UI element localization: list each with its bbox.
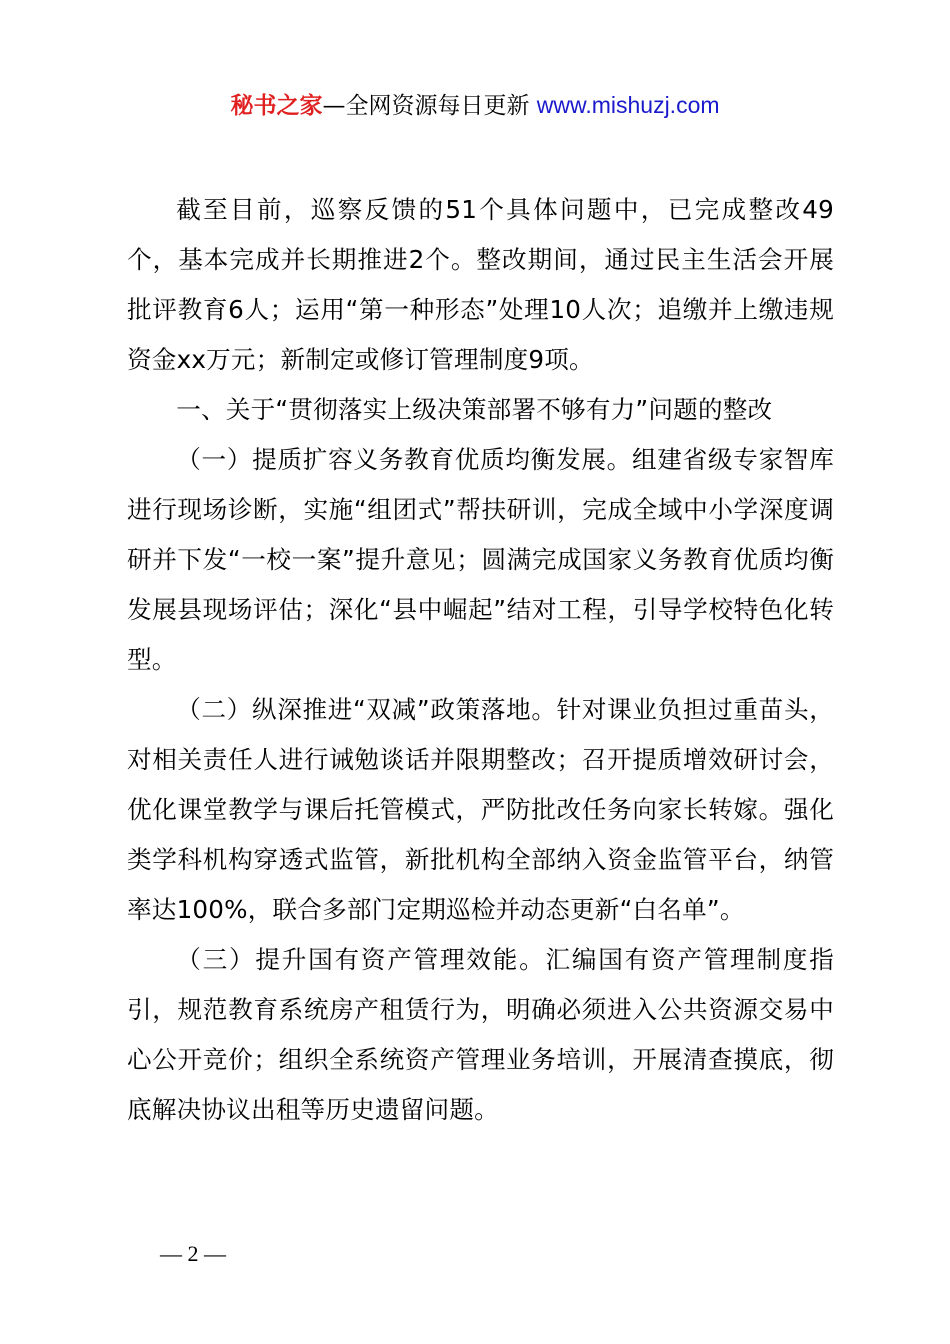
header-tagline: —全网资源每日更新 xyxy=(322,93,537,119)
page-number: — 2 — xyxy=(160,1241,226,1266)
item-paragraph-3: （三）提升国有资产管理效能。汇编国有资产管理制度指引，规范教育系统房产租赁行为，明确必须进入公共资源交易中心公开竞价；组织全系统资产管理业务培训，开展清查摸底，彻底解决协议出租等历史遗留问题。 xyxy=(127,945,834,1124)
item-paragraph-1: （一）提质扩容义务教育优质均衡发展。组建省级专家智库进行现场诊断，实施“组团式”帮扶研训，完成全域中小学深度调研并下发“一校一案”提升意见；圆满完成国家义务教育优质均衡发展县现场评估；深化“县中崛起”结对工程，引导学校特色化转型。 xyxy=(127,445,834,674)
page-header xyxy=(0,90,950,121)
brand-name: 秘书之家 xyxy=(230,93,323,119)
item-paragraph-2: （二）纵深推进“双减”政策落地。针对课业负担过重苗头，对相关责任人进行诫勉谈话并限期整改；召开提质增效研讨会，优化课堂教学与课后托管模式，严防批改任务向家长转嫁。强化类学科机构穿透式监管，新批机构全部纳入资金监管平台，纳管率达100%，联合多部门定期巡检并动态更新“白名单”。 xyxy=(127,695,834,924)
section-heading: 一、关于“贯彻落实上级决策部署不够有力”问题的整改 xyxy=(176,395,773,424)
summary-paragraph: 截至目前，巡察反馈的51个具体问题中，已完成整改49个，基本完成并长期推进2个。整改期间，通过民主生活会开展批评教育6人；运用“第一种形态”处理10人次；追缴并上缴违规资金xx万元；新制定或修订管理制度9项。 xyxy=(127,195,834,374)
document-body xyxy=(127,185,834,1135)
site-url-link[interactable]: www.mishuzj.com xyxy=(536,92,720,118)
